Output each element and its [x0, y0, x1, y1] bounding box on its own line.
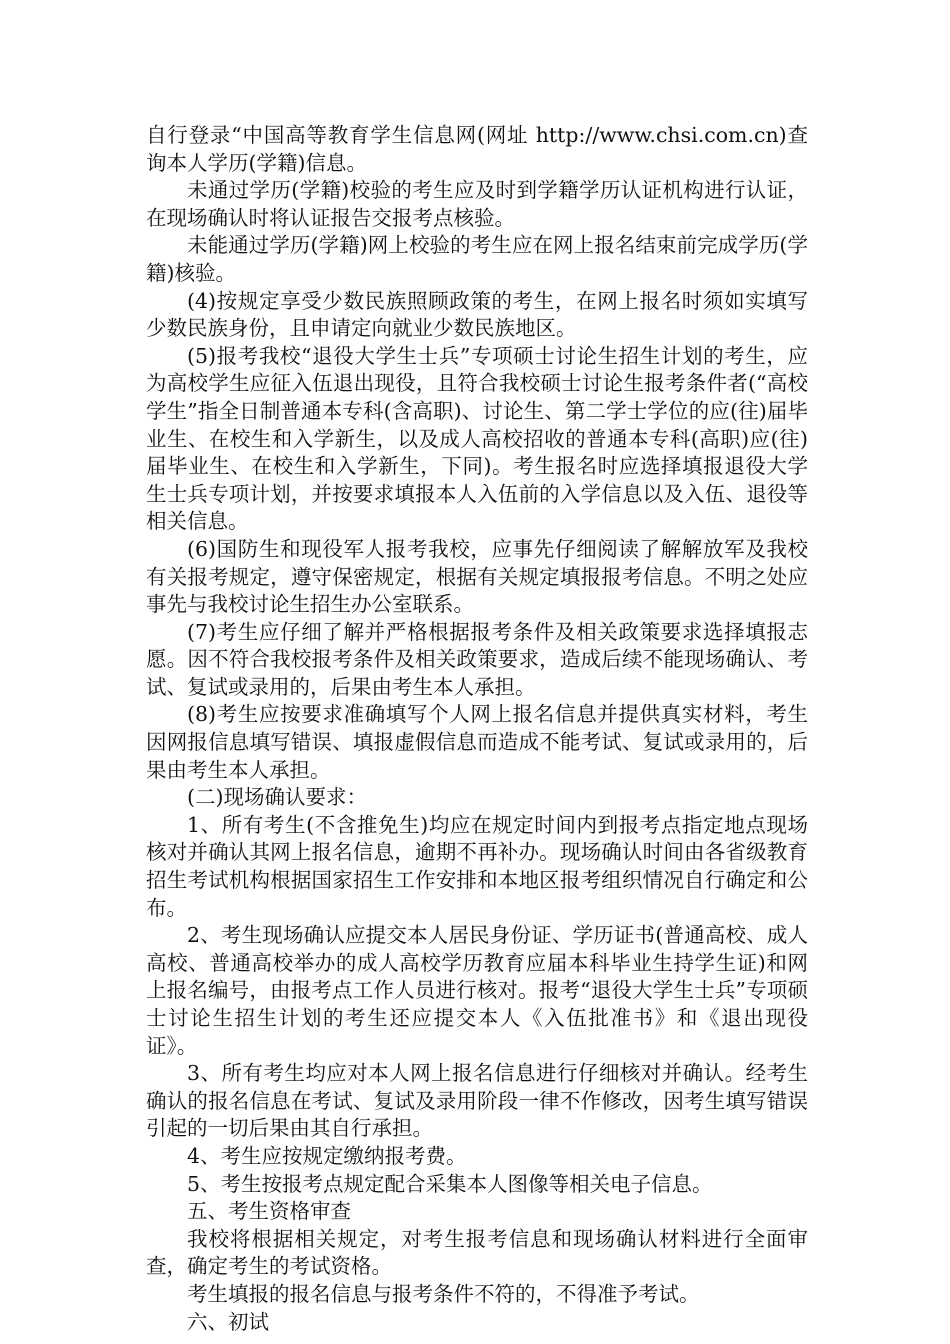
paragraph: 3、所有考生均应对本人网上报名信息进行仔细核对并确认。经考生确认的报名信息在考试、复试及录用阶段一律不作修改，因考生填写错误引起的一切后果由其自行承担。 [146, 1061, 808, 1141]
paragraph: (7)考生应仔细了解并严格根据报考条件及相关政策要求选择填报志愿。因不符合我校报考条件及相关政策要求，造成后续不能现场确认、考试、复试或录用的，后果由考生本人承担。 [146, 619, 808, 699]
paragraph: (8)考生应按要求准确填写个人网上报名信息并提供真实材料，考生因网报信息填写错误、填报虚假信息而造成不能考试、复试或录用的，后果由考生本人承担。 [146, 702, 808, 782]
paragraph: 5、考生按报考点规定配合采集本人图像等相关电子信息。 [187, 1171, 713, 1196]
paragraph: 我校将根据相关规定，对考生报考信息和现场确认材料进行全面审查，确定考生的考试资格。 [146, 1226, 808, 1279]
paragraph: (4)按规定享受少数民族照顾政策的考生，在网上报名时须如实填写少数民族身份，且申请定向就业少数民族地区。 [146, 288, 808, 341]
paragraph: 未能通过学历(学籍)网上校验的考生应在网上报名结束前完成学历(学籍)核验。 [146, 233, 808, 285]
paragraph: (6)国防生和现役军人报考我校，应事先仔细阅读了解解放军及我校有关报考规定，遵守保密规定，根据有关规定填报报考信息。不明之处应事先与我校讨论生招生办公室联系。 [146, 536, 808, 617]
paragraph: 未通过学历(学籍)校验的考生应及时到学籍学历认证机构进行认证，在现场确认时将认证报告交报考点核验。 [146, 178, 808, 230]
paragraph: 4、考生应按规定缴纳报考费。 [187, 1143, 467, 1168]
paragraph: 考生填报的报名信息与报考条件不符的，不得准予考试。 [187, 1281, 700, 1306]
paragraph: (5)报考我校“退役大学生士兵”专项硕士讨论生招生计划的考生，应为高校学生应征入伍退出现役，且符合我校硕士讨论生报考条件者(“高校学生”指全日制普通本专科(含高职)、讨论生、第二学士学位的应(往)届毕业生、在校生和入学新生，以及成人高校招收的普通本专科(高职)应(往)届毕业生、在校生和入学新生，下同)。考生报名时应选择填报退役大学生士兵专项计划，并按要求填报本人入伍前的入学信息以及入伍、退役等相关信息。 [146, 343, 808, 534]
section-heading: 六、初试 [187, 1309, 269, 1334]
paragraph: 1、所有考生(不含推免生)均应在规定时间内到报考点指定地点现场核对并确认其网上报名信息，逾期不再补办。现场确认时间由各省级教育招生考试机构根据国家招生工作安排和本地区报考组织情况自行确定和公布。 [146, 812, 808, 920]
paragraph: 自行登录“中国高等教育学生信息网(网址 http://www.chsi.com.cn)查询本人学历(学籍)信息。 [146, 123, 808, 175]
paragraph: 2、考生现场确认应提交本人居民身份证、学历证书(普通高校、成人高校、普通高校举办的成人高校学历教育应届本科毕业生持学生证)和网上报名编号，由报考点工作人员进行核对。报考“退役大学生士兵”专项硕士讨论生招生计划的考生还应提交本人《入伍批准书》和《退出现役证》。 [146, 923, 808, 1058]
section-heading: 五、考生资格审查 [187, 1199, 351, 1224]
document-page [146, 122, 808, 1336]
section-subheading: (二)现场确认要求： [187, 785, 367, 810]
